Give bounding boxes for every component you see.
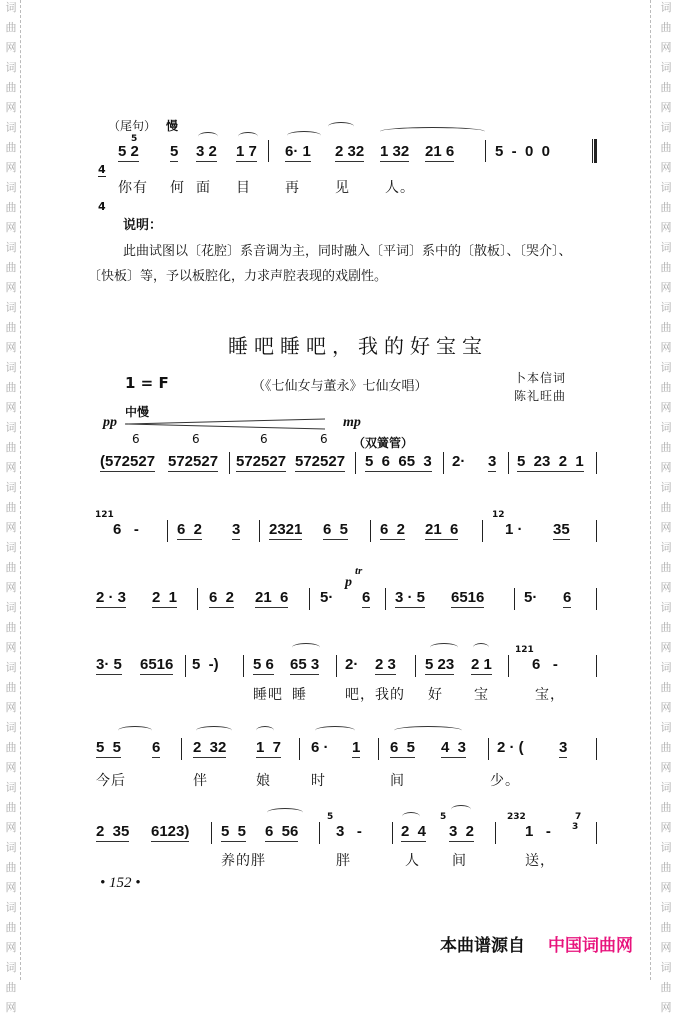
note-group: 4 3: [441, 739, 467, 756]
note-group: 6123): [151, 823, 190, 840]
note-group: 3 · 5: [395, 589, 426, 606]
lyric: 间: [452, 853, 467, 869]
watermark-text: 词 曲 网: [5, 181, 17, 234]
note-group: 3 -: [336, 823, 362, 840]
barline: [596, 452, 597, 474]
note-group: 5 6: [253, 656, 274, 673]
final-barline: [592, 139, 597, 163]
lyric: 再: [285, 180, 300, 196]
note-group: 21 6: [255, 589, 289, 606]
slur: [118, 726, 152, 735]
right-margin-line: [650, 0, 651, 980]
note-group: 5 -): [192, 656, 219, 673]
lyric: 面: [196, 180, 211, 196]
key-signature: 1 = F: [125, 374, 169, 392]
lyric: 人: [405, 853, 420, 869]
grace-notes: 232: [507, 812, 526, 822]
watermark-text: 词 曲 网: [5, 421, 17, 474]
barline: [596, 738, 597, 760]
note-group: 5 5: [96, 739, 122, 756]
composer-credit: 陈礼旺曲: [514, 389, 567, 403]
note-group: 5·: [320, 589, 334, 606]
lyric: 伴: [193, 773, 208, 789]
lyric: 间: [390, 773, 405, 789]
barline: [185, 655, 186, 677]
barline: [443, 452, 444, 474]
slur: [473, 643, 489, 652]
note-group: 3: [559, 739, 568, 756]
dynamic-pp: pp: [103, 415, 117, 430]
lyric: 好: [428, 687, 443, 703]
note-group: 1: [352, 739, 361, 756]
grace-note: 7: [575, 812, 582, 822]
note-group: 5·: [524, 589, 538, 606]
note-group: 2 3: [375, 656, 396, 673]
watermark-text: 词 曲 网: [5, 721, 17, 774]
note-group: 2 · (: [497, 739, 524, 756]
barline: [495, 822, 496, 844]
lyric: 宝，: [535, 687, 565, 703]
note-group: 21 6: [425, 143, 455, 160]
grace-note: 3: [572, 822, 579, 832]
watermark-text: 词 曲 网: [660, 121, 672, 174]
lyric: 你有: [118, 180, 148, 196]
barline: [392, 822, 393, 844]
watermark-text: 词 曲 网: [5, 481, 17, 534]
lyric: 睡: [292, 687, 307, 703]
lyric: 送，: [525, 853, 555, 869]
lyric: 目: [236, 180, 251, 196]
notes-heading: 说明：: [123, 218, 163, 233]
barline: [596, 588, 597, 610]
watermark-text: 词 曲 网: [5, 61, 17, 114]
note-group: 6 -: [113, 521, 139, 538]
trill-mark: tr: [355, 565, 363, 577]
slur: [430, 643, 458, 652]
note-group: 5 5: [221, 823, 247, 840]
watermark-text: 词 曲 网: [660, 841, 672, 894]
note-group: 2321: [269, 521, 303, 538]
watermark-text: 词 曲 网: [660, 781, 672, 834]
slur: [315, 726, 355, 735]
watermark-text: 词 曲 网: [5, 361, 17, 414]
note-group: 6 5: [390, 739, 416, 756]
note-group: 1 32: [380, 143, 410, 160]
slur: [256, 726, 274, 735]
watermark-text: 词 曲 网: [660, 541, 672, 594]
note-group: 6 ·: [311, 739, 329, 756]
note-group: 6 56: [265, 823, 299, 840]
note-group: 2 · 3: [96, 589, 127, 606]
barline: [197, 588, 198, 610]
time-sig-bottom: 4: [98, 200, 106, 213]
watermark-text: 词 曲 网: [660, 1, 672, 54]
watermark-text: 词 曲 网: [5, 541, 17, 594]
barline: [229, 452, 230, 474]
note-group: 6516: [451, 589, 485, 606]
barline: [508, 452, 509, 474]
grace-note: 5: [327, 812, 334, 822]
barline: [370, 520, 371, 542]
song-subtitle: （《七仙女与董永》七仙女唱）: [252, 379, 428, 394]
note-group: 1 7: [236, 143, 257, 160]
notes-line-2: 〔快板〕等，予以板腔化，力求声腔表现的戏剧性。: [88, 269, 388, 284]
barline: [415, 655, 416, 677]
barline: [211, 822, 212, 844]
barline: [596, 655, 597, 677]
note-group: 1 ·: [505, 521, 523, 538]
instrument-label: （双簧管）: [353, 436, 414, 450]
slur: [287, 131, 321, 140]
note-group: 6: [563, 589, 572, 606]
note-group: 6: [362, 589, 371, 606]
note-group: 35: [553, 521, 570, 538]
lyric: 何: [170, 180, 185, 196]
note-group: 5 - 0 0: [495, 143, 551, 160]
barline: [309, 588, 310, 610]
slur: [394, 726, 462, 735]
note-group: 572527: [295, 453, 346, 470]
note-group: 572527: [236, 453, 287, 470]
grace-notes: 121: [515, 645, 534, 655]
barline: [596, 520, 597, 542]
slur: [292, 643, 320, 652]
tuplet-mark: 6: [320, 432, 328, 446]
note-group: 3: [232, 521, 241, 538]
barline: [508, 655, 509, 677]
note-group: 21 6: [425, 521, 459, 538]
note-group: 6516: [140, 656, 174, 673]
page-number: • 152 •: [100, 875, 141, 891]
note-group: 2 35: [96, 823, 130, 840]
barline: [378, 738, 379, 760]
note-group: 3: [488, 453, 497, 470]
note-group: 5 23: [425, 656, 455, 673]
lyric: 睡吧: [253, 687, 283, 703]
tuplet-mark: 6: [260, 432, 268, 446]
note-group: 2 32: [335, 143, 365, 160]
barline: [243, 655, 244, 677]
lyric: 见: [335, 180, 350, 196]
tuplet-mark: 6: [192, 432, 200, 446]
watermark-text: 词 曲 网: [5, 301, 17, 354]
note-group: 572527: [168, 453, 219, 470]
lyric: 娘: [256, 773, 271, 789]
watermark-text: 词 曲 网: [5, 1, 17, 54]
barline: [514, 588, 515, 610]
watermark-text: 词 曲 网: [660, 61, 672, 114]
slur: [196, 726, 232, 735]
dynamic-mp: mp: [343, 415, 361, 430]
note-group: 1 -: [525, 823, 551, 840]
slur: [198, 132, 218, 141]
watermark-text: 词 曲 网: [5, 781, 17, 834]
watermark-text: 词 曲 网: [660, 181, 672, 234]
barline: [299, 738, 300, 760]
lyric: 养的胖: [221, 853, 266, 869]
grace-notes: 121: [95, 510, 114, 520]
time-signature: [98, 140, 106, 225]
song-title: 睡吧睡吧，我的好宝宝: [228, 334, 488, 358]
barline: [319, 822, 320, 844]
section-label: （尾句）: [108, 119, 157, 133]
note-group: 2 4: [401, 823, 427, 840]
watermark-text: 词 曲 网: [660, 241, 672, 294]
watermark-text: 词 曲 网: [660, 601, 672, 654]
note-group: 5: [170, 143, 179, 160]
note-group: 2 1: [152, 589, 178, 606]
barline: [485, 140, 486, 162]
note-group: 6: [152, 739, 161, 756]
barline: [268, 140, 269, 162]
lyricist-credit: 卜本信词: [514, 371, 567, 385]
watermark-text: 词 曲 网: [5, 241, 17, 294]
note-group: 6 2: [177, 521, 203, 538]
note-group: 3 2: [196, 143, 217, 160]
watermark-text: 词 曲 网: [5, 961, 17, 1014]
note-group: 1 7: [256, 739, 282, 756]
barline: [385, 588, 386, 610]
grace-note: 5: [131, 134, 138, 144]
barline: [259, 520, 260, 542]
note-group: 6· 1: [285, 143, 311, 160]
slur: [267, 808, 303, 817]
watermark-text: 词 曲 网: [5, 121, 17, 174]
watermark-text: 词 曲 网: [660, 481, 672, 534]
note-group: 5 2: [118, 143, 139, 160]
note-group: 6 -: [532, 656, 558, 673]
lyric: 今后: [96, 773, 126, 789]
barline: [167, 520, 168, 542]
note-group: (572527: [100, 453, 156, 470]
tuplet-mark: 6: [132, 432, 140, 446]
tempo-mark: 中慢: [125, 405, 150, 419]
note-group: 2·: [345, 656, 359, 673]
source-label: 本曲谱源自: [440, 936, 525, 956]
crescendo-hairpin: [125, 418, 325, 430]
barline: [488, 738, 489, 760]
watermark-text: 词 曲 网: [660, 361, 672, 414]
grace-notes: 12: [492, 510, 505, 520]
grace-note: 5: [440, 812, 447, 822]
watermark-text: 词 曲 网: [5, 661, 17, 714]
lyric: 少。: [490, 773, 520, 789]
watermark-text: 词 曲 网: [660, 961, 672, 1014]
slur: [380, 127, 485, 136]
watermark-text: 词 曲 网: [660, 661, 672, 714]
note-group: 6 5: [323, 521, 349, 538]
watermark-text: 词 曲 网: [660, 901, 672, 954]
watermark-text: 词 曲 网: [660, 301, 672, 354]
slur: [328, 122, 354, 131]
note-group: 2 32: [193, 739, 227, 756]
lyric: 吧，我的: [345, 687, 405, 703]
source-site-link[interactable]: 中国词曲网: [548, 936, 633, 956]
note-group: 3 2: [449, 823, 475, 840]
note-group: 2 1: [471, 656, 492, 673]
tempo-mark: 慢: [166, 119, 179, 133]
note-group: 3· 5: [96, 656, 122, 673]
note-group: 6 2: [380, 521, 406, 538]
watermark-text: 词 曲 网: [5, 901, 17, 954]
lyric: 时: [311, 773, 326, 789]
barline: [482, 520, 483, 542]
left-margin-line: [20, 0, 21, 980]
barline: [355, 452, 356, 474]
note-group: 5 23 2 1: [517, 453, 584, 470]
watermark-text: 词 曲 网: [660, 721, 672, 774]
watermark-text: 词 曲 网: [660, 421, 672, 474]
time-sig-top: 4: [98, 163, 106, 176]
watermark-text: 词 曲 网: [5, 841, 17, 894]
barline: [181, 738, 182, 760]
barline: [336, 655, 337, 677]
note-group: 6 2: [209, 589, 235, 606]
lyric: 宝: [474, 687, 489, 703]
lyric: 胖: [336, 853, 351, 869]
lyric: 人。: [385, 180, 415, 196]
slur: [402, 812, 420, 821]
note-group: 5 6 65 3: [365, 453, 432, 470]
slur: [451, 805, 471, 814]
note-group: 2·: [452, 453, 466, 470]
slur: [238, 132, 258, 141]
watermark-text: 词 曲 网: [5, 601, 17, 654]
dynamic-p: p: [345, 575, 352, 590]
barline: [596, 822, 597, 844]
note-group: 65 3: [290, 656, 320, 673]
notes-line-1: 此曲试图以〔花腔〕系音调为主，同时融入〔平词〕系中的〔散板〕、〔哭介〕、: [123, 244, 572, 259]
